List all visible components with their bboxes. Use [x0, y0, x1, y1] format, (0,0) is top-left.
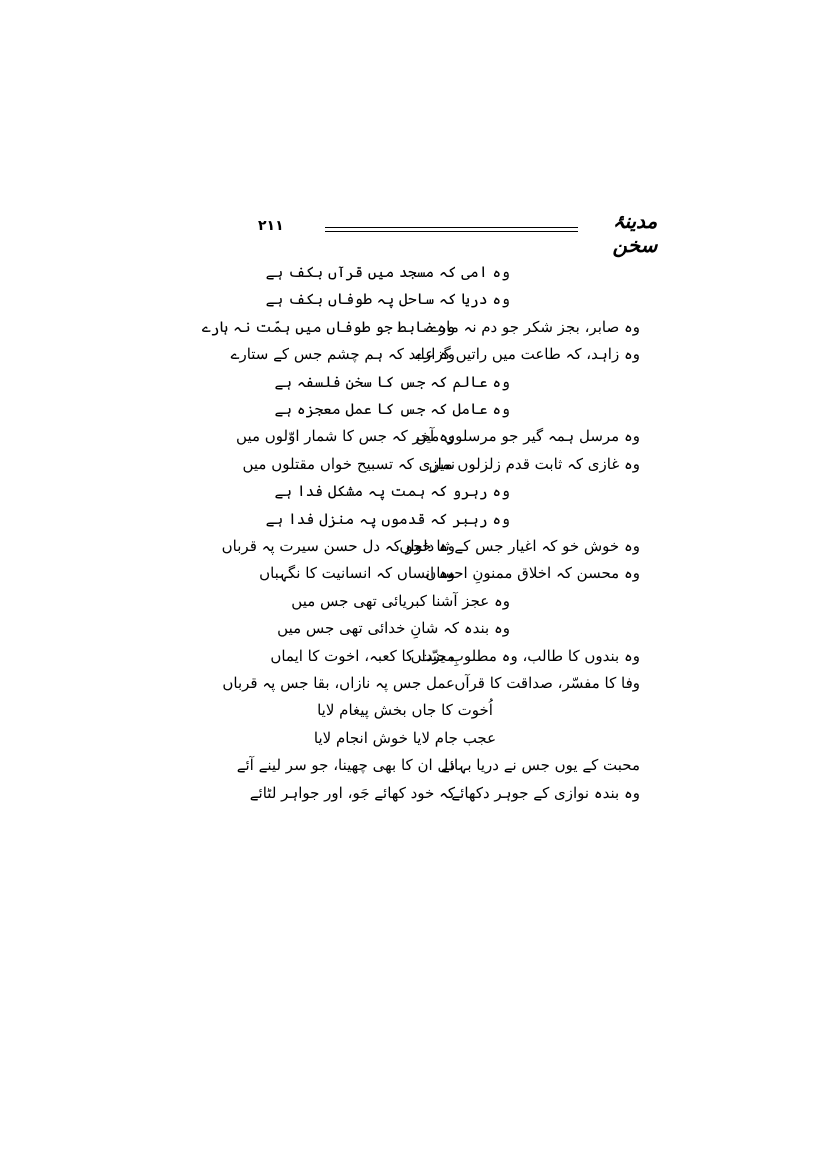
verse-couplet-left: وہ دلجو کہ دل حسن سیرت پہ قرباں: [221, 537, 455, 555]
verse-couplet-left: وہ ضابط جو طوفاں میں ہمّت نہ ہارے: [201, 318, 455, 336]
verse-couplet-left: وہ عابد کہ ہم چشم جس کے ستارے: [230, 345, 455, 363]
verse-line: وہ عجز آشنا کبریائی تھی جس میں: [291, 592, 510, 610]
verse-couplet-right: وہ صابر، بجز شکر جو دم نہ مارے: [430, 318, 640, 336]
verse-couplet-left: محبّت کا کعبہ، اخوت کا ایماں: [270, 647, 455, 665]
verse-line: وہ امی کہ مسجد میں قرآں بکف ہے: [265, 263, 510, 281]
page-number: ۲۱۱: [258, 218, 284, 234]
header-rule-top: [325, 227, 578, 228]
verse-line: اُخوت کا جاں بخش پیغام لایا: [317, 701, 493, 719]
verse-line: وہ رہرو کہ ہمت پہ مشکل فدا ہے: [274, 482, 510, 500]
verse-couplet-right: وفا کا مفسّر، صداقت کا قرآں: [454, 674, 640, 692]
verse-couplet-right: وہ خوش خو کہ اغیار جس کے ثنا خواں: [399, 537, 640, 555]
verse-couplet-left: نمازی کہ تسبیح خواں مقتلوں میں: [242, 455, 455, 473]
verse-couplet-right: وہ بندہ نوازی کے جوہر دکھائے: [451, 784, 640, 802]
verse-line: وہ رہبر کہ قدموں پہ منزل فدا ہے: [265, 510, 510, 528]
verse-couplet-right: وہ مرسل ہمہ گیر جو مرسلوں میں: [415, 427, 640, 445]
verse-line: وہ دریا کہ ساحل پہ طوفاں بکف ہے: [265, 290, 510, 308]
verse-couplet-right: وہ بندوں کا طالب، وہ مطلوبِ یزداں: [410, 647, 640, 665]
verse-couplet-left: وہ انساں کہ انسانیت کا نگہباں: [259, 564, 455, 582]
header-rule-bottom: [325, 231, 578, 232]
running-title: مدینۂ سخن: [612, 209, 658, 257]
verse-couplet-left: عمل جس پہ نازاں، بقا جس پہ قرباں: [222, 674, 455, 692]
verse-line: وہ بندہ کہ شانِ خدائی تھی جس میں: [277, 619, 510, 637]
verse-couplet-right: وہ غازی کہ ثابت قدم زلزلوں میں: [428, 455, 640, 473]
verse-couplet-left: وہ آخر کہ جس کا شمار اوّلوں میں: [236, 427, 455, 445]
verse-line: وہ عامل کہ جس کا عمل معجزہ ہے: [274, 400, 510, 418]
verse-line: عجب جام لایا خوش انجام لایا: [313, 729, 497, 747]
verse-couplet-right: محبت کے یوں جس نے دریا بہائے: [441, 756, 640, 774]
verse-couplet-left: کہ خود کھائے جَو، اور جواہر لٹائے: [249, 784, 455, 802]
verse-couplet-left: دل ان کا بھی چھینا، جو سر لینے آئے: [236, 756, 455, 774]
verse-couplet-right: وہ زاہد، کہ طاعت میں راتیں گزارے: [415, 345, 640, 363]
verse-line: وہ عالم کہ جس کا سخن فلسفہ ہے: [274, 373, 510, 391]
verse-couplet-right: وہ محسن کہ اخلاق ممنونِ احساں: [425, 564, 640, 582]
